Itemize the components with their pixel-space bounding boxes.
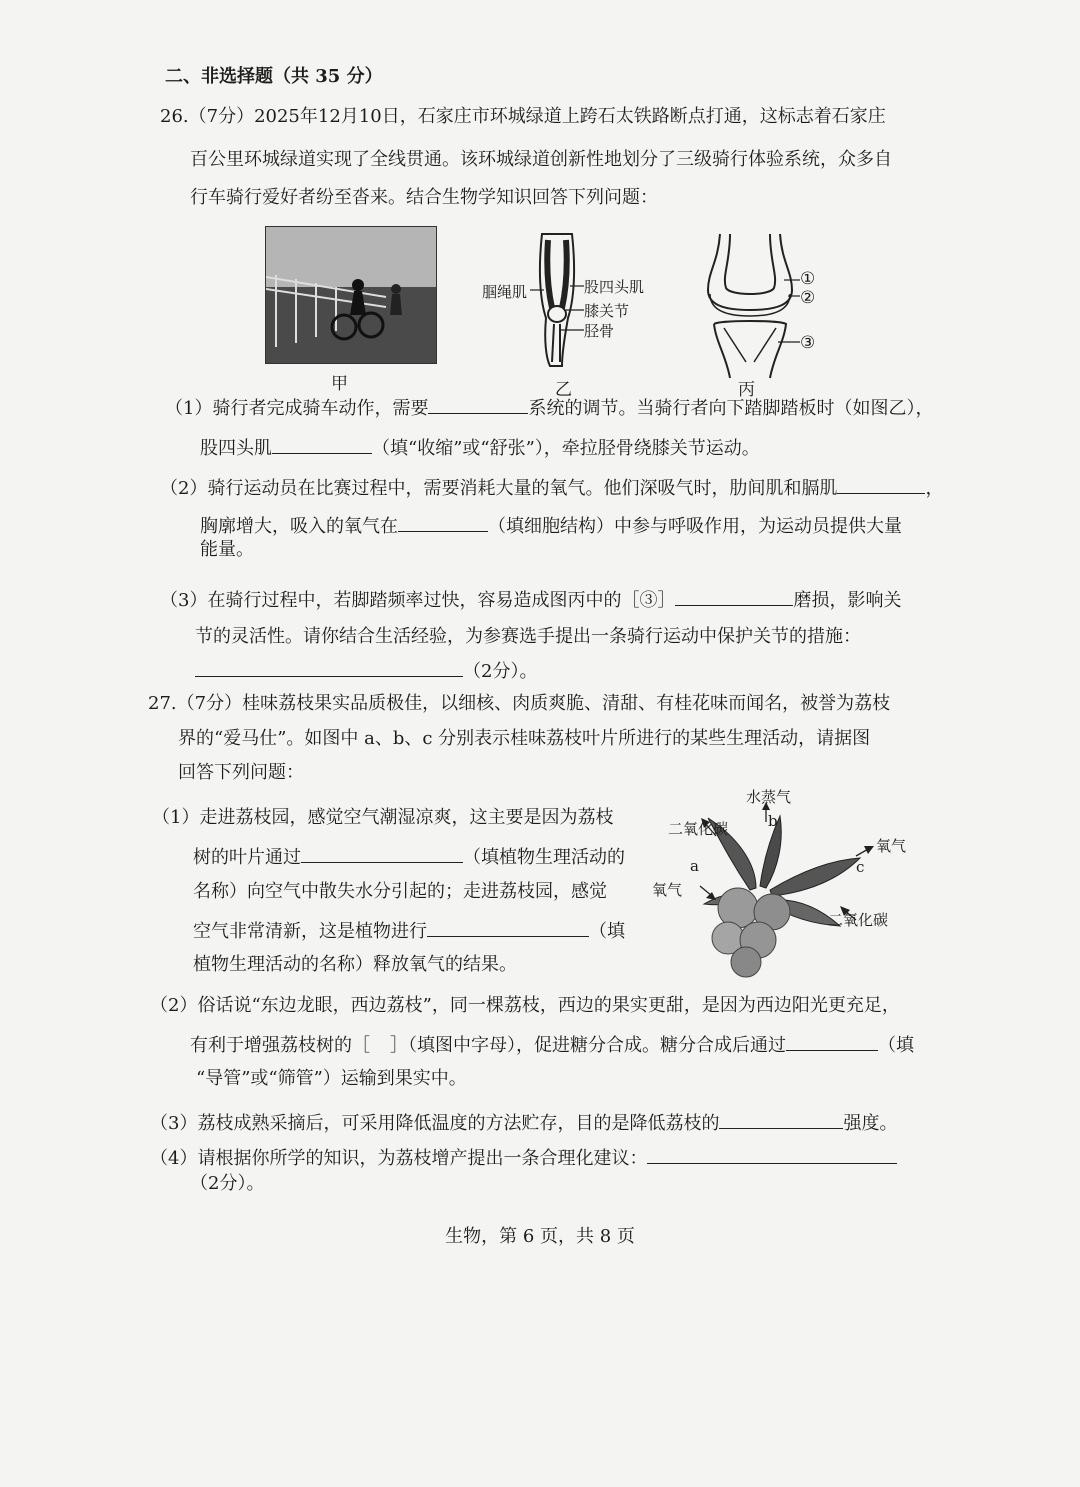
label-water-vapor: 水蒸气 [746,788,792,806]
answer-blank[interactable] [428,393,528,414]
answer-blank[interactable] [272,433,372,454]
answer-blank[interactable] [786,1030,878,1051]
answer-blank[interactable] [647,1143,897,1164]
label-hamstring: 腘绳肌 [482,283,528,301]
q26-p3-line-3: （2分）。 [195,656,537,685]
answer-blank[interactable] [675,585,793,606]
answer-blank[interactable] [195,656,463,677]
q27-intro-line-2: 界的“爱马仕”。如图中 a、b、c 分别表示桂味荔枝叶片所进行的某些生理活动，请据图 [178,728,871,749]
q27-p2-line-3: “导管”或“筛管”）运输到果实中。 [196,1068,467,1089]
answer-blank[interactable] [427,916,589,937]
knee-joint-diagram [700,232,800,380]
q27-p2-line-1: （2）俗话说“东边龙眼，西边荔枝”，同一棵荔枝，西边的果实更甜，是因为西边阳光更充足， [150,995,900,1016]
q27-p3-line-1: （3）荔枝成熟采摘后，可采用降低温度的方法贮存，目的是降低荔枝的 强度。 [150,1108,897,1137]
q26-p1-line-1: （1）骑行者完成骑车动作，需要 系统的调节。当骑行者向下踏脚踏板时（如图乙）， [165,393,933,422]
answer-blank[interactable] [837,473,925,494]
q27-p4-line-2: （2分）。 [190,1173,265,1194]
answer-blank[interactable] [719,1108,843,1129]
answer-blank[interactable] [370,1031,390,1051]
label-co2-bottom: 二氧化碳 [828,911,889,929]
leg-muscle-diagram [530,230,590,370]
label-a: a [690,857,699,875]
q26-p2-line-2: 胸廓增大，吸入的氧气在 （填细胞结构）中参与呼吸作用，为运动员提供大量 [200,511,902,540]
q27-p4-line-1: （4）请根据你所学的知识，为荔枝增产提出一条合理化建议： [150,1143,897,1172]
q26-p2-line-1: （2）骑行运动员在比赛过程中，需要消耗大量的氧气。他们深吸气时，肋间肌和膈肌 ， [160,473,943,502]
figure-caption-yi: 乙 [555,380,572,400]
page-footer: 生物，第 6 页，共 8 页 [445,1226,635,1247]
label-tibia: 胫骨 [584,322,615,340]
q27-p1-line-3: 名称）向空气中散失水分引起的；走进荔枝园，感觉 [193,881,607,902]
answer-blank[interactable] [398,511,488,532]
q26-p1-line-2: 股四头肌 （填“收缩”或“舒张”），牵拉胫骨绕膝关节运动。 [200,433,760,462]
q27-intro-line-1: 27.（7分）桂味荔枝果实品质极佳，以细核、肉质爽脆、清甜、有桂花味而闻名，被誉为荔枝 [148,693,891,714]
q26-p3-line-2: 节的灵活性。请你结合生活经验，为参赛选手提出一条骑行运动中保护关节的措施： [195,626,861,647]
q26-intro-line-3: 行车骑行爱好者纷至沓来。结合生物学知识回答下列问题： [190,187,658,208]
label-co2-top: 二氧化碳 [668,820,729,838]
figure-caption-jia: 甲 [331,374,348,394]
q26-p2-line-3: 能量。 [200,539,254,560]
figure-caption-bing: 丙 [738,380,755,400]
q27-p1-line-4: 空气非常清新，这是植物进行 （填 [193,916,625,945]
q26-intro-line-2: 百公里环城绿道实现了全线贯通。该环城绿道创新性地划分了三级骑行体验系统，众多自 [190,149,892,170]
q27-p1-line-5: 植物生理活动的名称）释放氧气的结果。 [193,954,517,975]
q26-p3-line-1: （3）在骑行过程中，若脚踏频率过快，容易造成图丙中的［③］ 磨损，影响关 [160,585,901,614]
label-bing-2: ② [800,288,816,308]
label-o2-left: 氧气 [652,881,683,899]
q27-p2-line-2: 有利于增强荔枝树的［ ］（填图中字母），促进糖分合成。糖分合成后通过 （填 [190,1030,914,1059]
cycling-photo [265,226,437,364]
q27-intro-line-3: 回答下列问题： [178,762,304,783]
label-o2-right: 氧气 [876,837,907,855]
label-quadriceps: 股四头肌 [584,278,645,296]
section-title: 二、非选择题（共 35 分） [165,66,383,87]
label-knee-joint: 膝关节 [584,302,630,320]
q26-intro-line-1: 26.（7分）2025年12月10日，石家庄市环城绿道上跨石太铁路断点打通，这标志着石家庄 [160,106,886,127]
label-c: c [856,858,865,876]
label-bing-1: ① [800,269,816,289]
label-bing-3: ③ [800,333,816,353]
q27-p1-line-1: （1）走进荔枝园，感觉空气潮湿凉爽，这主要是因为荔枝 [152,807,614,828]
answer-blank[interactable] [301,842,463,863]
q27-p1-line-2: 树的叶片通过 （填植物生理活动的 [193,842,625,871]
label-b: b [768,812,778,830]
